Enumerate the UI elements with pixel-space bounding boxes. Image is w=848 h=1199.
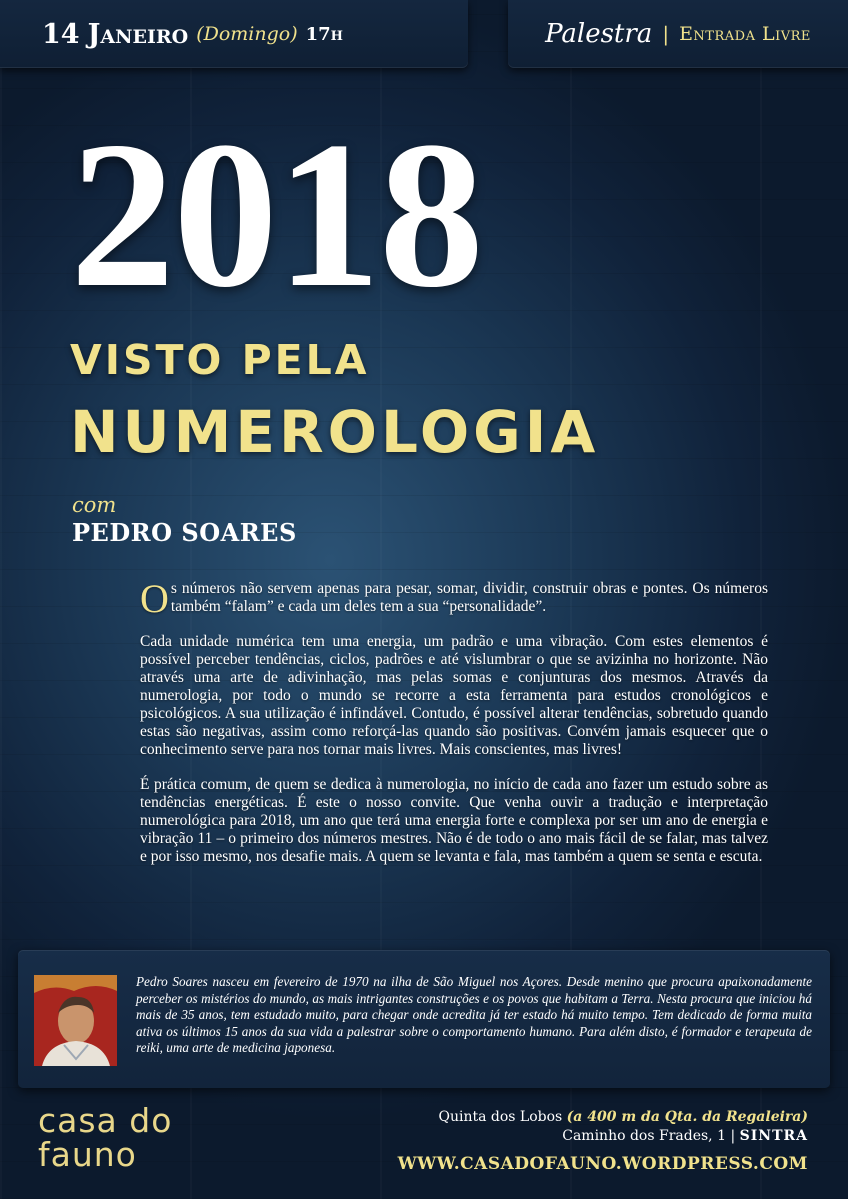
date-tab [0,0,468,68]
address-line-1 [438,1108,808,1127]
date-weekday: (Domingo) [196,23,298,45]
speaker-photo [34,975,117,1066]
paragraph-3: É prática comum, de quem se dedica à numerologia, no início de cada ano fazer um estudo sobre as tendências energéticas. É este o nosso convite. Que venha ouvir a tradução e interpretação numerológica para 2018, um ano que terá uma energia forte e complexa por ser um ano de energia e vibração 11 – o primeiro dos números mestres. Não é de todo o ano mais fácil de se falar, mas talvez e por isso mesmo, nos desafie mais. A quem se levanta e fala, mas também a quem se senta e escuta. [140,776,768,865]
date-time: 17h [305,23,343,45]
speaker-name: PEDRO SOARES [72,518,297,547]
paragraph-1 [140,576,768,621]
date-day: 14 [42,18,80,50]
paragraph-2: Cada unidade numérica tem uma energia, um padrão e uma vibração. Com estes elementos é possível perceber tendências, ciclos, padrões e até vislumbrar o que se avizinha no horizonte. Não através uma arte de adivinhação, mas pelas somas e conjunturas dos mesmos. Através da numerologia, por todo o mundo se recorre a esta ferramenta para estudos cronológicos e psicológicos. A sua utilização é infindável. Contudo, é possível alterar tendências, sobretudo quando estas são negativas, assim como reforçá-las quando são positivas. Convém jamais esquecer que o conhecimento serve para nos tornar mais livres. Mais conscientes, mas livres! [140,633,768,758]
website-link[interactable]: WWW.CASADOFAUNO.WORDPRESS.COM [397,1154,808,1174]
logo-line-1: casa do [38,1101,173,1140]
address-venue: Quinta dos Lobos [438,1109,563,1125]
title-year: 2018 [70,99,482,331]
venue-address [438,1108,808,1146]
address-separator: | [730,1128,736,1144]
title-line-2: NUMEROLOGIA [70,398,600,466]
casa-do-fauno-logo [38,1101,178,1184]
event-type-tab [508,0,848,68]
date-month: Janeiro [87,18,189,50]
address-line-2 [438,1127,808,1146]
speaker-prefix: com [72,493,117,517]
logo-line-2: fauno [38,1135,137,1174]
event-type: Palestra [545,19,653,49]
header-separator: | [662,22,670,46]
address-note: (a 400 m da Qta. da Regaleira) [566,1109,808,1125]
entry-label: Entrada Livre [679,23,811,45]
description [140,576,768,883]
bio-text: Pedro Soares nasceu em fevereiro de 1970 na ilha de São Miguel nos Açores. Desde menino que procura apaixonadamente perceber os mistérios do mundo, as mais intrigantes construções e os povos que habitam a Terra. Nesta procura que iniciou há mais de 35 anos, tem estudado muito, para chegar onde acredita já ter estado há muito tempo. Tem dedicado de forma muita ativa os últimos 15 anos da sua vida a palestrar sobre o comportamento humano. Para além disto, é formador e terapeuta de reiki, uma arte de medicina japonesa. [136,974,812,1055]
speaker-photo-illustration [34,975,117,1066]
address-city: SINTRA [739,1128,808,1144]
paragraph-1-text: s números não servem apenas para pesar, somar, dividir, construir obras e pontes. Os números também “falam” e cada um deles tem a sua “personalidade”. [170,580,768,615]
title-line-1: VISTO PELA [70,336,370,384]
speaker-bio-box [18,950,830,1088]
address-street: Caminho dos Frades, 1 [562,1128,726,1144]
dropcap: O [140,576,169,621]
